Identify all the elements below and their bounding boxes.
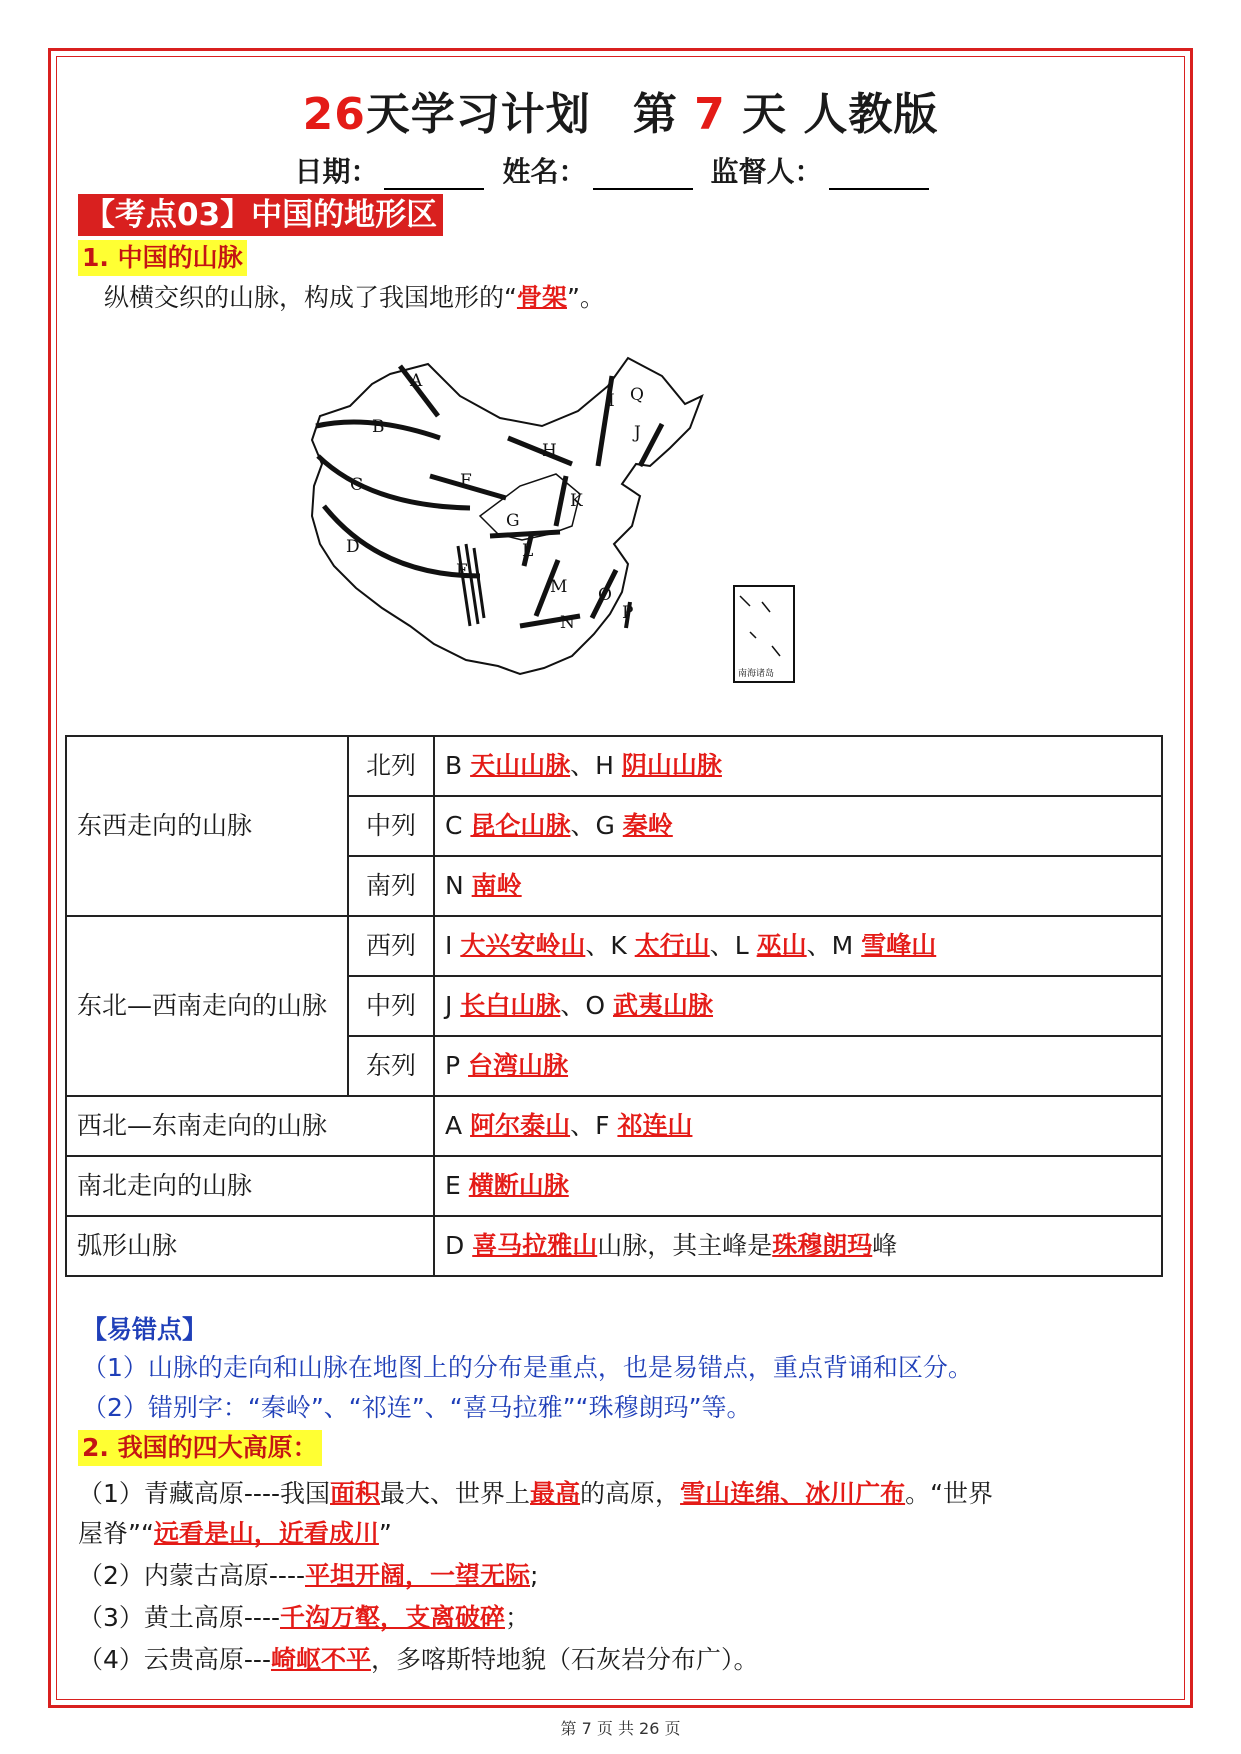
intro-prefix: 纵横交织的山脉，构成了我国地形的“ xyxy=(104,283,517,312)
meta-row xyxy=(0,150,1241,190)
china-mountain-map xyxy=(310,356,810,716)
map-label-P: P xyxy=(622,603,634,623)
map-label-I: I xyxy=(608,391,615,411)
category-cell: 东北—西南走向的山脉 xyxy=(66,916,348,1096)
answer-cell: D 喜马拉雅山山脉，其主峰是珠穆朗玛峰 xyxy=(434,1216,1162,1276)
category-cell: 东西走向的山脉 xyxy=(66,736,348,916)
date-label: 日期： xyxy=(294,155,379,188)
table-row xyxy=(66,1096,1162,1156)
column-cell: 中列 xyxy=(348,796,434,856)
map-label-C: C xyxy=(350,475,364,495)
map-label-J: J xyxy=(634,423,641,443)
table-row xyxy=(66,1216,1162,1276)
map-label-F: F xyxy=(460,471,472,491)
column-cell: 北列 xyxy=(348,736,434,796)
errors-item-1: （1）山脉的走向和山脉在地图上的分布是重点，也是易错点，重点背诵和区分。 xyxy=(82,1353,973,1382)
map-label-N: N xyxy=(560,613,575,633)
supervisor-blank[interactable] xyxy=(829,158,929,190)
title-days-number: 26 xyxy=(302,89,366,140)
range-J xyxy=(640,424,662,466)
map-label-B: B xyxy=(372,417,385,437)
answer-cell: N 南岭 xyxy=(434,856,1162,916)
map-label-O: O xyxy=(598,585,612,605)
south-china-sea-inset xyxy=(734,586,794,682)
table-row xyxy=(66,736,1162,796)
answer-cell: P 台湾山脉 xyxy=(434,1036,1162,1096)
title-day-suffix: 天 xyxy=(742,89,788,140)
subheading-mountains: 1. 中国的山脉 xyxy=(78,240,247,276)
column-cell: 南列 xyxy=(348,856,434,916)
plateau-1-line-2: 屋脊”“远看是山，近看成川” xyxy=(78,1519,392,1548)
range-E xyxy=(458,544,484,626)
answer-cell: E 横断山脉 xyxy=(434,1156,1162,1216)
map-label-M: M xyxy=(550,577,568,597)
answer-cell: J 长白山脉、O 武夷山脉 xyxy=(434,976,1162,1036)
page-title xyxy=(0,78,1241,142)
supervisor-label: 监督人： xyxy=(710,155,823,188)
plateau-2-line: （2）内蒙古高原----平坦开阔，一望无际; xyxy=(78,1561,539,1590)
intro-answer: 骨架 xyxy=(516,283,567,312)
map-label-K: K xyxy=(570,491,583,511)
category-cell: 南北走向的山脉 xyxy=(66,1156,434,1216)
map-labels xyxy=(346,371,644,633)
plateau-3-line: （3）黄土高原----千沟万壑，支离破碎； xyxy=(78,1603,531,1632)
column-cell: 西列 xyxy=(348,916,434,976)
plateau-4-line: （4）云贵高原---崎岖不平，多喀斯特地貌（石灰岩分布广）。 xyxy=(78,1645,759,1674)
map-label-L: L xyxy=(522,541,534,561)
range-K xyxy=(556,476,566,526)
answer-cell: B 天山山脉、H 阴山山脉 xyxy=(434,736,1162,796)
date-blank[interactable] xyxy=(384,158,484,190)
title-plan-text: 天学习计划 xyxy=(365,89,591,140)
category-cell: 弧形山脉 xyxy=(66,1216,434,1276)
map-label-H: H xyxy=(542,441,557,461)
plateau-1-line-1: （1）青藏高原----我国面积最大、世界上最高的高原，雪山连绵、冰川广布。“世界 xyxy=(78,1479,994,1508)
map-label-Q: Q xyxy=(630,385,644,405)
map-label-G: G xyxy=(506,511,520,531)
intro-suffix: ”。 xyxy=(566,283,605,312)
column-cell: 东列 xyxy=(348,1036,434,1096)
map-label-A: A xyxy=(410,371,423,391)
answer-cell: C 昆仑山脉、G 秦岭 xyxy=(434,796,1162,856)
name-blank[interactable] xyxy=(593,158,693,190)
name-label: 姓名： xyxy=(502,155,587,188)
intro-line xyxy=(104,280,605,316)
category-cell: 西北—东南走向的山脉 xyxy=(66,1096,434,1156)
title-day-number: 7 xyxy=(694,89,726,140)
map-label-D: D xyxy=(346,537,360,557)
table-row xyxy=(66,916,1162,976)
table-row xyxy=(66,1156,1162,1216)
page-footer: 第 7 页 共 26 页 xyxy=(560,1719,681,1738)
answer-cell: A 阿尔泰山、F 祁连山 xyxy=(434,1096,1162,1156)
map-label-E: E xyxy=(456,561,469,581)
inset-label: 南海诸岛 xyxy=(738,669,775,679)
range-G xyxy=(490,532,560,536)
title-edition: 人教版 xyxy=(803,89,939,140)
mountain-table xyxy=(65,735,1163,1277)
title-day-prefix: 第 xyxy=(632,89,678,140)
section-heading: 【考点03】中国的地形区 xyxy=(78,194,443,236)
range-H xyxy=(508,438,572,464)
answer-cell: I 大兴安岭山、K 太行山、L 巫山、M 雪峰山 xyxy=(434,916,1162,976)
subheading-plateaus: 2. 我国的四大高原： xyxy=(78,1430,322,1466)
errors-heading: 【易错点】 xyxy=(82,1315,208,1344)
errors-item-2: （2）错别字：“秦岭”、“祁连”、“喜马拉雅”“珠穆朗玛”等。 xyxy=(82,1393,752,1422)
column-cell: 中列 xyxy=(348,976,434,1036)
